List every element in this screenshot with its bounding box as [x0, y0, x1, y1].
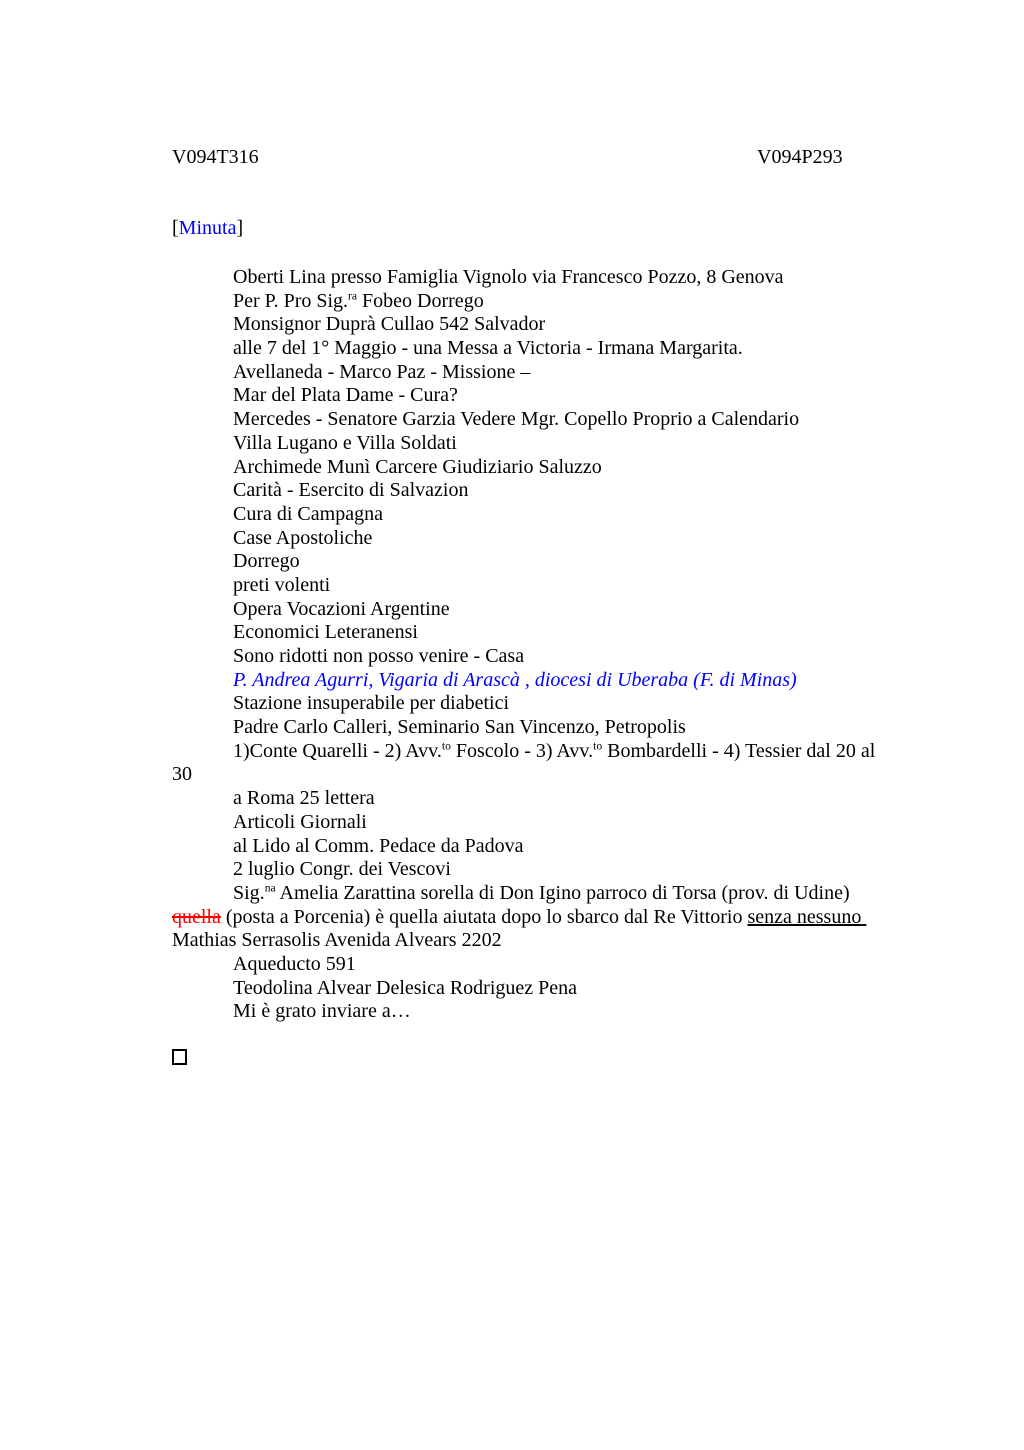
text-line — [0, 598, 1024, 622]
text-line — [0, 740, 1024, 764]
text-line — [0, 337, 1024, 361]
text-line — [0, 929, 1024, 953]
minuta-open-bracket: [ — [172, 217, 179, 239]
strikethrough-text: quella — [172, 905, 221, 928]
text-segment: Bombardelli - 4) Tessier dal 20 al — [602, 739, 876, 762]
header-code-right: V094P293 — [757, 146, 843, 168]
text-line — [0, 835, 1024, 859]
text-segment: a Roma 25 lettera — [233, 787, 375, 810]
text-segment: 2 luglio Congr. dei Vescovi — [233, 858, 451, 881]
text-line — [0, 977, 1024, 1001]
text-segment: Economici Leteranensi — [233, 621, 418, 644]
text-line — [0, 361, 1024, 385]
text-line — [0, 1000, 1024, 1024]
text-line — [0, 503, 1024, 527]
text-segment: Teodolina Alvear Delesica Rodriguez Pena — [233, 976, 578, 999]
text-line — [0, 621, 1024, 645]
text-segment: Sono ridotti non posso venire - Casa — [233, 645, 525, 667]
text-segment: Case Apostoliche — [233, 526, 373, 549]
text-line — [0, 384, 1024, 408]
text-segment: Aqueducto 591 — [233, 952, 356, 975]
text-segment: preti volenti — [233, 573, 331, 596]
text-line — [0, 550, 1024, 574]
text-line — [0, 811, 1024, 835]
minuta-link[interactable]: Minuta — [178, 217, 237, 239]
text-segment: 1)Conte Quarelli - 2) Avv. — [233, 739, 442, 762]
text-line — [0, 692, 1024, 716]
underlined-text: senza nessuno — [747, 905, 867, 928]
text-line — [0, 290, 1024, 314]
text-segment: Oberti Lina presso Famiglia Vignolo via Francesco Pozzo, 8 Genova — [233, 266, 784, 288]
text-segment: Avellaneda - Marco Paz - Missione – — [233, 360, 531, 383]
header-code-left: V094T316 — [172, 146, 259, 168]
text-line — [0, 479, 1024, 503]
text-line — [0, 858, 1024, 882]
text-segment: Monsignor Duprà Cullao 542 Salvador — [233, 313, 546, 336]
minuta-line — [172, 217, 243, 240]
text-segment: Mathias Serrasolis Avenida Alvears 2202 — [172, 929, 502, 952]
text-line — [0, 669, 1024, 693]
text-segment: al Lido al Comm. Pedace da Padova — [233, 834, 524, 857]
text-line — [0, 906, 1024, 930]
text-line — [0, 787, 1024, 811]
text-segment: Articoli Giornali — [233, 810, 367, 833]
text-line — [0, 266, 1024, 290]
text-segment: Per P. Pro Sig. — [233, 289, 349, 312]
text-segment: alle 7 del 1° Maggio - una Messa a Victoria - Irmana Margarita. — [233, 337, 743, 360]
text-line — [0, 408, 1024, 432]
superscript-text: na — [264, 881, 276, 895]
text-segment: Carità - Esercito di Salvazion — [233, 479, 469, 502]
text-line — [0, 716, 1024, 740]
body-lines — [0, 266, 1024, 1024]
text-line — [0, 527, 1024, 551]
text-segment: Stazione insuperabile per diabetici — [233, 692, 510, 715]
text-line — [0, 763, 1024, 787]
text-line — [0, 574, 1024, 598]
text-segment: Foscolo - 3) Avv. — [450, 739, 594, 762]
text-segment: Villa Lugano e Villa Soldati — [233, 431, 457, 454]
text-segment: Fobeo Dorrego — [357, 289, 484, 312]
text-segment: (posta a Porcenia) è quella aiutata dopo lo sbarco dal Re Vittorio — [220, 905, 748, 928]
text-line — [0, 432, 1024, 456]
text-segment: Dorrego — [233, 550, 300, 573]
page-header — [0, 146, 1024, 170]
text-line — [0, 456, 1024, 480]
text-segment: Mercedes - Senatore Garzia Vedere Mgr. Copello Proprio a Calendario — [233, 408, 800, 431]
text-line — [0, 313, 1024, 337]
text-line — [0, 882, 1024, 906]
empty-checkbox-icon[interactable] — [172, 1049, 187, 1065]
text-segment: 30 — [172, 763, 192, 786]
text-segment: Opera Vocazioni Argentine — [233, 597, 450, 620]
text-segment: Mi è grato inviare a… — [233, 1000, 411, 1023]
text-segment: Cura di Campagna — [233, 502, 383, 525]
text-segment: Mar del Plata Dame - Cura? — [233, 384, 458, 407]
checkbox-row — [172, 1048, 187, 1071]
text-segment: Padre Carlo Calleri, Seminario San Vincenzo, Petropolis — [233, 716, 686, 739]
text-segment: Amelia Zarattina sorella di Don Igino parroco di Torsa (prov. di Udine) — [275, 881, 850, 904]
superscript-text: to — [593, 739, 603, 753]
superscript-text: ra — [348, 289, 358, 303]
text-segment: Sig. — [233, 881, 265, 904]
superscript-text: to — [441, 739, 451, 753]
text-line — [0, 953, 1024, 977]
minuta-close-bracket: ] — [236, 217, 244, 239]
text-segment: Archimede Munì Carcere Giudiziario Saluzzo — [233, 455, 602, 478]
text-line — [0, 645, 1024, 669]
link-text[interactable]: P. Andrea Agurri, Vigaria di Arascà , diocesi di Uberaba (F. di Minas) — [233, 668, 797, 691]
